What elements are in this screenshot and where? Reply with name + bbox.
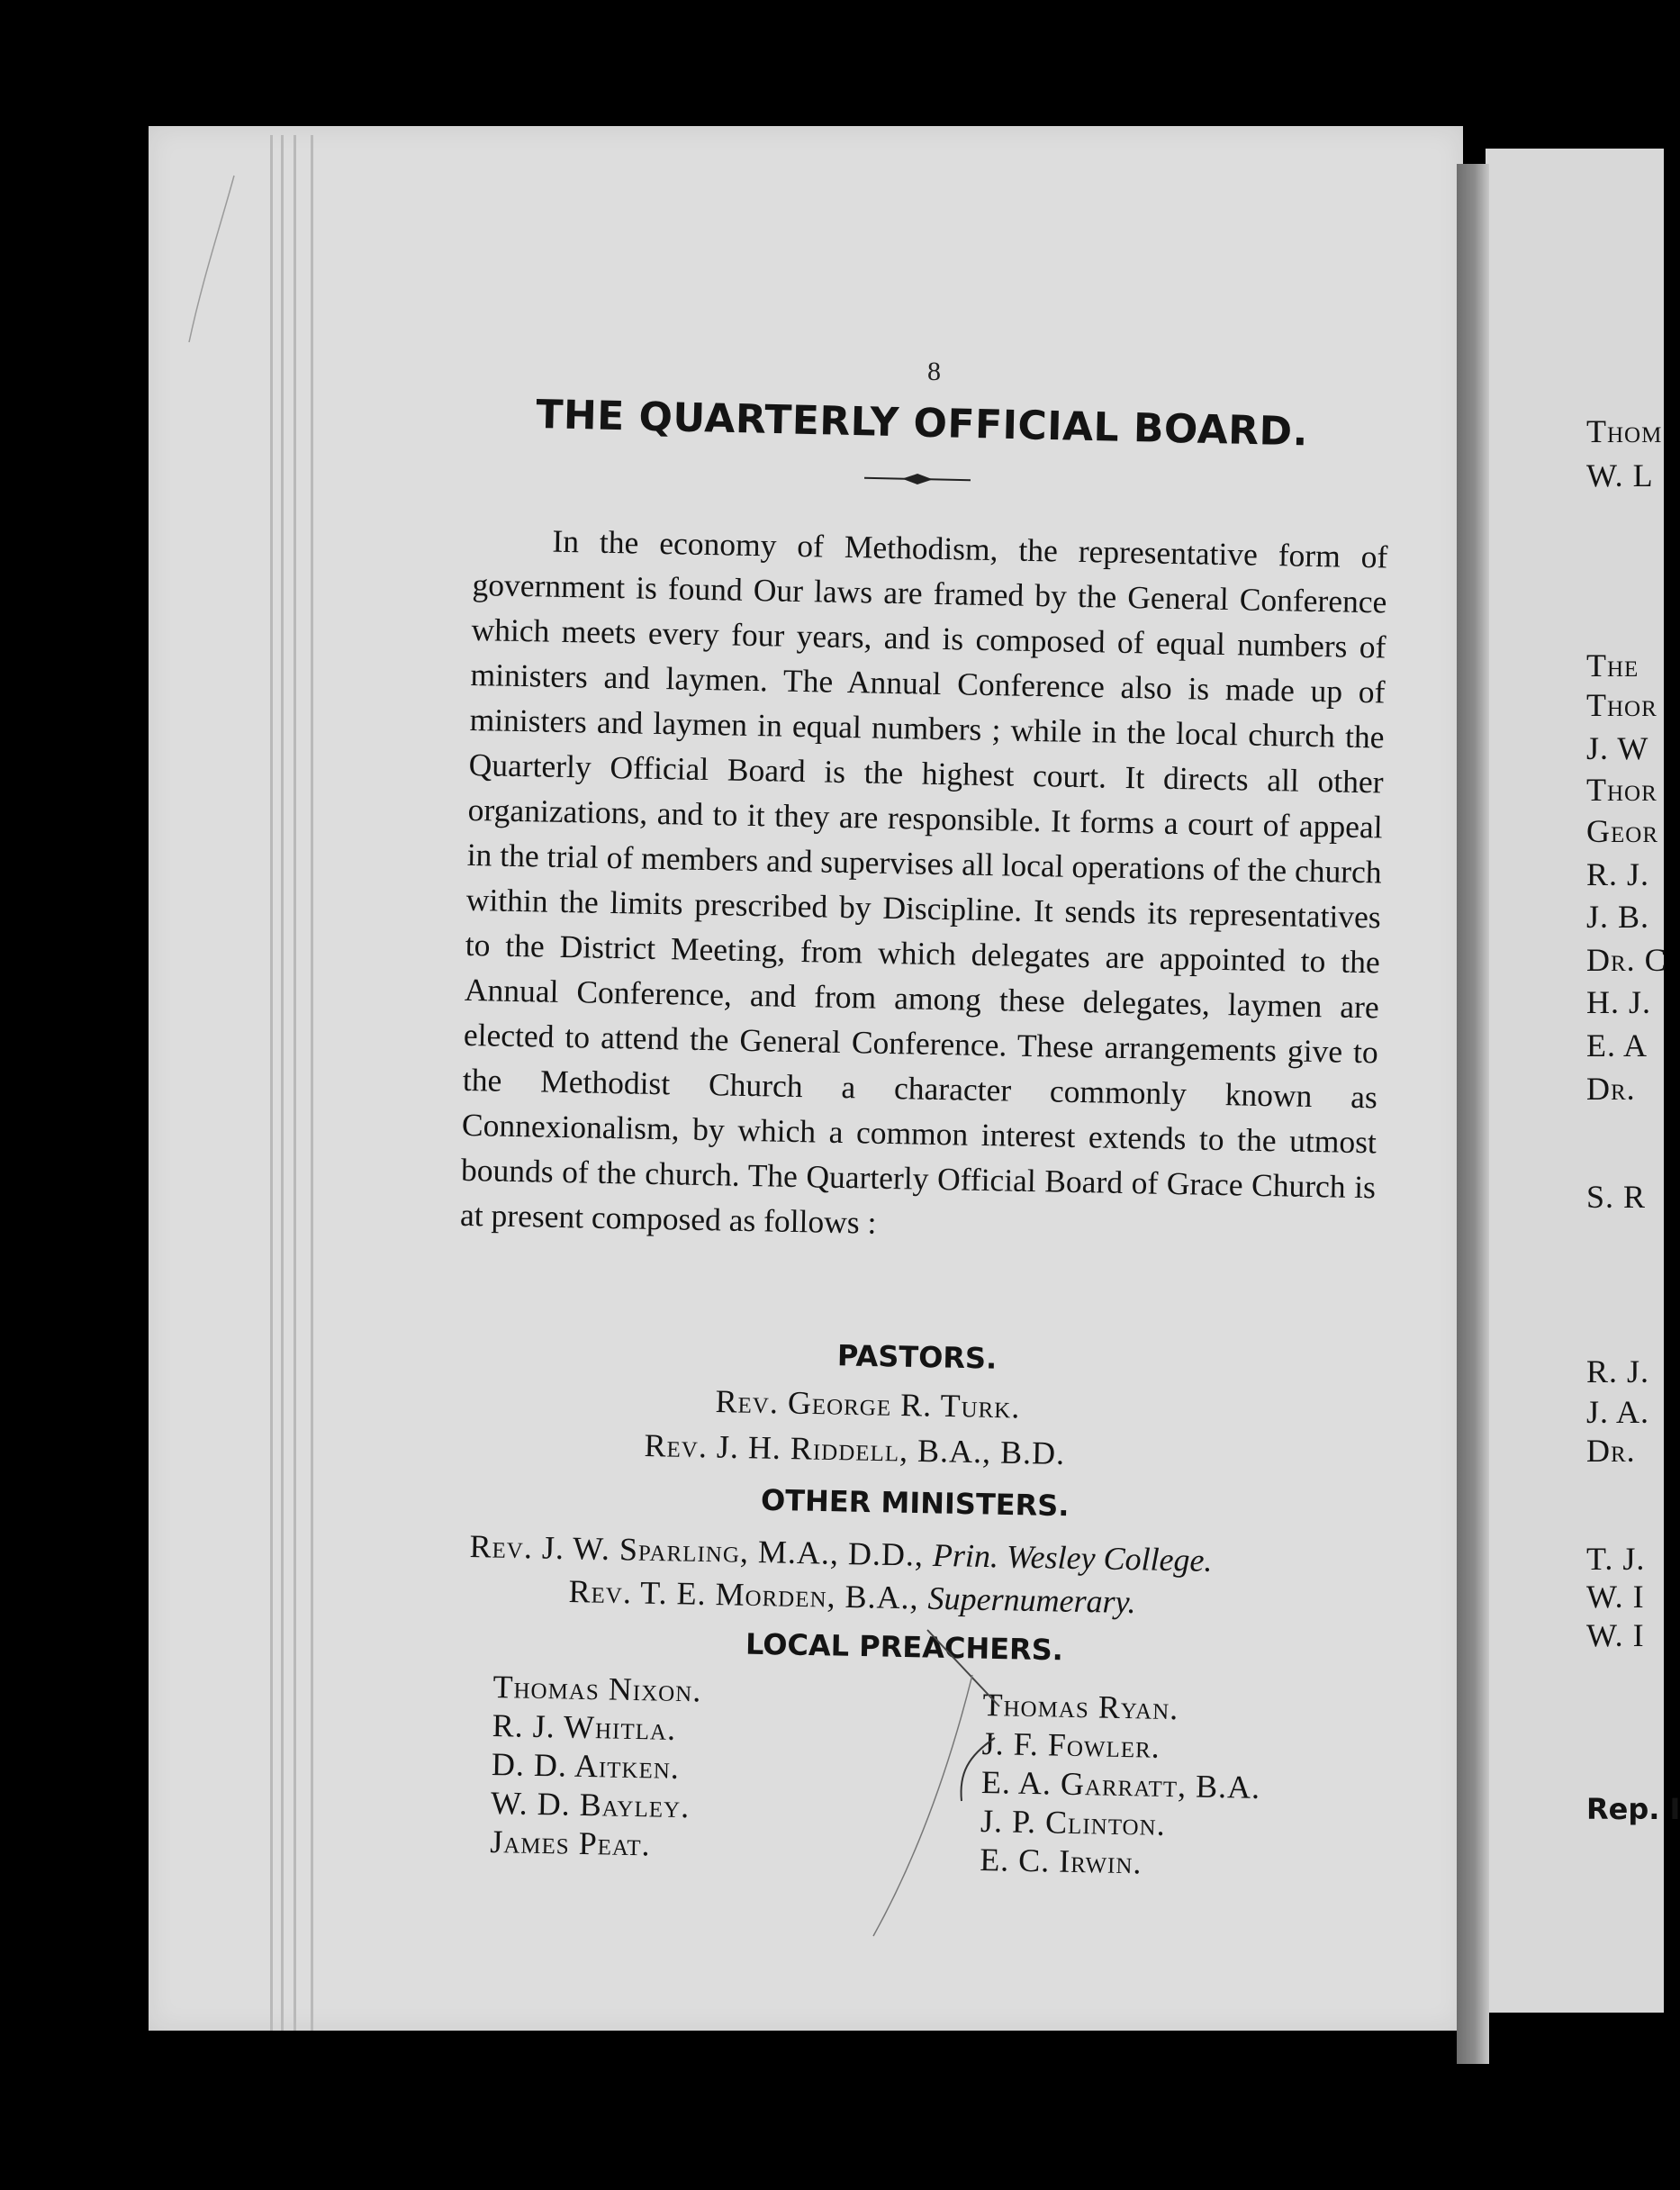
minister-role: Supernumerary.: [927, 1579, 1136, 1621]
local-preachers-right-column: [980, 1686, 1262, 1885]
right-page-fragment: R. J.: [1586, 856, 1650, 892]
preacher-name: Thomas Nixon.: [492, 1668, 702, 1709]
right-page-fragment: J. B.: [1586, 899, 1650, 935]
preacher-name: Thomas Ryan.: [982, 1686, 1179, 1727]
preacher-name: E. A. Garratt, B.A.: [980, 1763, 1261, 1805]
right-page-fragment: H. J.: [1586, 984, 1652, 1020]
pastor-name: Rev. George R. Turk.: [715, 1382, 1021, 1425]
page-edge: [270, 135, 273, 2031]
right-page-fragment: Thom: [1586, 413, 1663, 449]
book-gutter: [1457, 164, 1489, 2064]
title-ornament-icon: [864, 472, 971, 486]
right-page-fragment: J. W: [1586, 730, 1649, 766]
right-page-fragment: Dr.: [1586, 1433, 1636, 1469]
pastors-heading: PASTORS.: [836, 1338, 998, 1376]
minister-name: Rev. J. W. Sparling, M.A., D.D.,: [469, 1527, 925, 1573]
preacher-name: W. D. Bayley.: [490, 1784, 691, 1825]
page-edge: [294, 135, 296, 2031]
right-page-fragment: Thor: [1586, 772, 1657, 808]
preacher-name: R. J. Whitla.: [492, 1706, 677, 1747]
page-number: 8: [927, 357, 941, 386]
local-preachers-left-column: [490, 1668, 702, 1865]
preacher-name: J. P. Clinton.: [980, 1802, 1167, 1842]
right-page-fragment: W. I: [1586, 1617, 1645, 1653]
right-page-fragment: S. R: [1586, 1179, 1647, 1215]
page-edge: [281, 135, 284, 2031]
other-ministers-heading: OTHER MINISTERS.: [760, 1482, 1070, 1524]
right-page-fragment: J. A.: [1586, 1394, 1650, 1430]
right-page-fragment: Thor: [1586, 687, 1657, 723]
page-edge: [311, 135, 313, 2031]
right-page-fragment: Rep. I: [1586, 1792, 1680, 1826]
right-page-fragment: Dr. C: [1586, 942, 1667, 978]
right-page-fragment: The: [1586, 647, 1639, 683]
page-title: THE QUARTERLY OFFICIAL BOARD.: [535, 392, 1309, 456]
pastor-name: Rev. J. H. Riddell, B.A., B.D.: [644, 1426, 1066, 1471]
body-paragraph: In the economy of Methodism, the representative form of government is found Our laws are framed by the General Conference which meets every four years, and is composed of equal numbers of ministers and laymen. The Annual Conference also is made up of ministers and laymen in equal numbers ; while in the local church the Quarterly Official Board is the highest court. It directs all other organizations, and to it they are responsible. It forms a court of appeal in the trial of members and supervises all local operations of the church within the limits prescribed by Discipline. It sends its representatives to the District Meeting, from which delegates are appointed to the Annual Conference, and from among these delegates, laymen are elected to attend the General Conference. These arrangements give to the Methodist Church a character commonly known as Connexionalism, by which a common interest extends to the utmost bounds of the church. The Quarterly Official Board of Grace Church is at present composed as follows :: [459, 522, 1388, 1241]
preacher-name: James Peat.: [489, 1823, 651, 1863]
right-page-fragment: Dr.: [1586, 1071, 1636, 1107]
local-preachers-heading: LOCAL PREACHERS.: [745, 1626, 1064, 1668]
preacher-name: D. D. Aitken.: [491, 1745, 681, 1786]
right-page-fragment: E. A: [1586, 1027, 1648, 1063]
right-page-fragment: W. I: [1586, 1579, 1645, 1615]
right-page-fragment: T. J.: [1586, 1541, 1646, 1577]
preacher-name: E. C. Irwin.: [979, 1841, 1143, 1881]
right-page-fragment: R. J.: [1586, 1353, 1650, 1389]
minister-name: Rev. T. E. Morden, B.A.,: [568, 1572, 920, 1616]
minister-role: Prin. Wesley College.: [932, 1536, 1213, 1579]
preacher-name: J. F. Fowler.: [981, 1724, 1161, 1765]
right-page-fragment: Geor: [1586, 813, 1658, 849]
right-page-fragment: W. L: [1586, 457, 1654, 493]
